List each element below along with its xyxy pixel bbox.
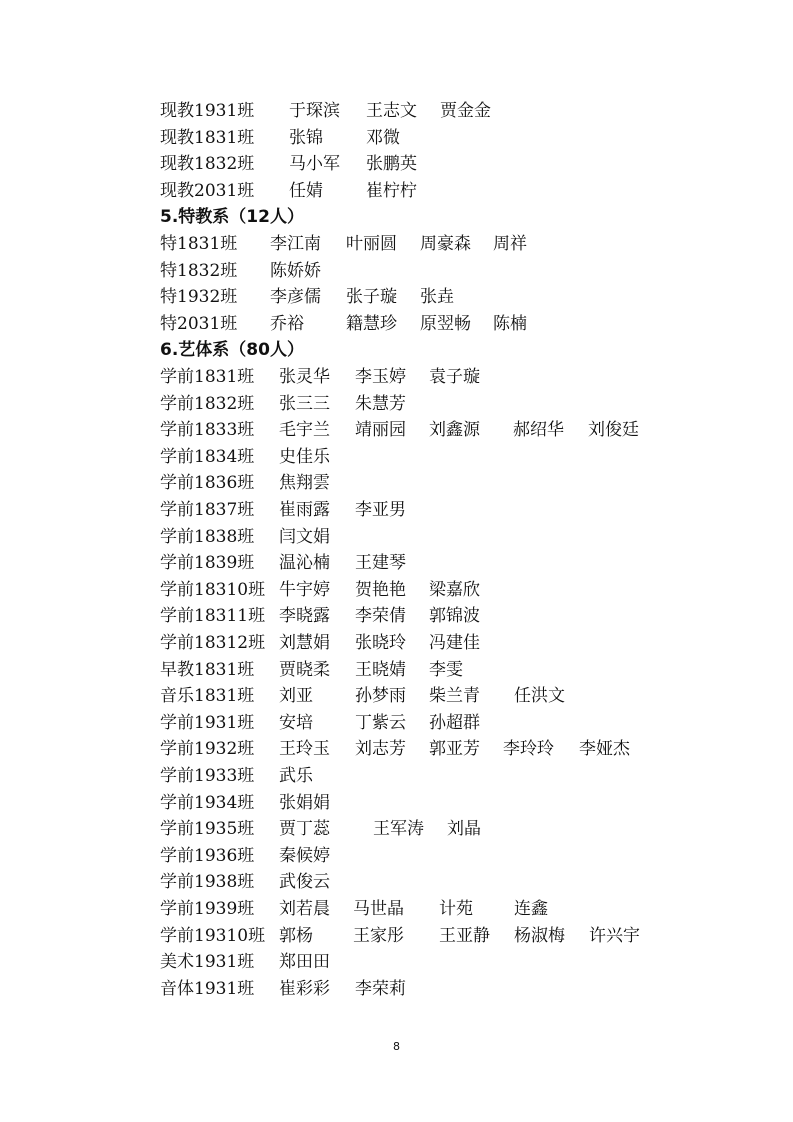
student-name: 安培 — [279, 712, 313, 733]
class-name: 学前1935班 — [160, 819, 255, 840]
class-name: 学前1931班 — [160, 712, 255, 733]
student-name: 李亚男 — [355, 500, 406, 520]
student-name: 李玲玲 — [503, 739, 554, 760]
class-name: 学前19310班 — [160, 925, 266, 946]
student-name: 郭杨 — [279, 925, 313, 946]
student-name: 刘晶 — [447, 819, 481, 840]
student-name: 郭亚芳 — [429, 739, 480, 760]
class-name: 学前1836班 — [160, 473, 255, 494]
student-name: 叶丽圆 — [346, 234, 397, 254]
student-name: 王建琴 — [355, 553, 406, 574]
student-name: 王晓婧 — [355, 659, 406, 680]
student-name: 许兴宇 — [589, 925, 640, 946]
student-name: 武俊云 — [279, 872, 330, 893]
student-name: 靖丽园 — [355, 420, 406, 441]
class-name: 音乐1831班 — [160, 686, 255, 707]
section-heading: 6.艺体系（80人） — [160, 340, 304, 361]
student-name: 计苑 — [439, 899, 473, 919]
student-name: 郝绍华 — [513, 420, 564, 441]
class-name: 学前1831班 — [160, 367, 255, 387]
class-name: 学前18310班 — [160, 579, 266, 600]
student-name: 马小军 — [289, 154, 340, 175]
class-name: 特1932班 — [160, 287, 238, 308]
student-name: 乔裕 — [270, 313, 304, 334]
student-name: 温沁楠 — [279, 553, 330, 574]
student-name: 贺艳艳 — [355, 579, 406, 600]
student-name: 崔彩彩 — [279, 978, 330, 999]
class-name: 音体1931班 — [160, 978, 255, 999]
student-name: 陈娇娇 — [270, 260, 321, 281]
class-name: 学前1933班 — [160, 766, 255, 786]
class-name: 特1832班 — [160, 260, 238, 281]
class-name: 学前1839班 — [160, 553, 255, 574]
student-name: 李雯 — [429, 659, 463, 680]
student-name: 刘慧娟 — [279, 633, 330, 653]
student-name: 张垚 — [420, 287, 454, 308]
class-name: 学前18312班 — [160, 633, 266, 653]
student-name: 刘若晨 — [279, 899, 330, 919]
class-name: 学前1936班 — [160, 845, 255, 866]
student-name: 张鹏英 — [366, 154, 417, 175]
student-name: 王亚静 — [439, 925, 490, 946]
student-name: 王军涛 — [373, 819, 424, 840]
student-name: 王志文 — [366, 101, 417, 121]
student-name: 李彦儒 — [270, 287, 321, 308]
student-name: 李晓露 — [279, 606, 330, 627]
class-name: 学前1833班 — [160, 420, 255, 441]
student-name: 任婧 — [289, 180, 323, 201]
student-name: 秦候婷 — [279, 845, 330, 866]
student-name: 朱慧芳 — [355, 393, 406, 414]
student-name: 李玉婷 — [355, 367, 406, 387]
student-name: 闫文娟 — [279, 526, 330, 547]
student-name: 李荣莉 — [355, 978, 406, 999]
student-name: 周豪森 — [420, 234, 471, 254]
student-name: 柴兰青 — [429, 686, 480, 707]
student-name: 李荣倩 — [355, 606, 406, 627]
student-name: 陈楠 — [493, 313, 527, 334]
student-name: 连鑫 — [514, 899, 548, 919]
class-name: 学前1834班 — [160, 446, 255, 467]
student-name: 任洪文 — [514, 686, 565, 707]
class-name: 现教1931班 — [160, 101, 255, 121]
student-name: 崔雨露 — [279, 500, 330, 520]
student-name: 于琛滨 — [289, 101, 340, 121]
class-name: 现教1832班 — [160, 154, 255, 175]
student-name: 袁子璇 — [429, 367, 480, 387]
student-name: 孙梦雨 — [355, 686, 406, 707]
student-name: 郭锦波 — [429, 606, 480, 627]
class-name: 特2031班 — [160, 313, 238, 334]
student-name: 郑田田 — [279, 952, 330, 973]
student-name: 王家彤 — [353, 925, 404, 946]
section-heading: 5.特教系（12人） — [160, 207, 304, 228]
student-name: 张锦 — [289, 127, 323, 148]
student-name: 刘亚 — [279, 686, 313, 707]
class-name: 学前1932班 — [160, 739, 255, 760]
student-name: 张娟娟 — [279, 792, 330, 813]
student-name: 贾晓柔 — [279, 659, 330, 680]
class-name: 美术1931班 — [160, 952, 255, 973]
student-name: 崔柠柠 — [366, 180, 417, 201]
student-name: 贾金金 — [440, 101, 491, 121]
class-name: 学前1939班 — [160, 899, 255, 919]
student-name: 张灵华 — [279, 367, 330, 387]
class-name: 特1831班 — [160, 234, 238, 254]
class-name: 学前1838班 — [160, 526, 255, 547]
student-name: 焦翔雲 — [279, 473, 330, 494]
class-name: 学前18311班 — [160, 606, 266, 627]
student-name: 邓微 — [366, 127, 400, 148]
student-name: 冯建佳 — [429, 633, 480, 653]
class-name: 学前1837班 — [160, 500, 255, 520]
student-name: 武乐 — [279, 766, 313, 786]
class-name: 学前1832班 — [160, 393, 255, 414]
page-number: 8 — [393, 1040, 400, 1053]
student-name: 李娅杰 — [579, 739, 630, 760]
student-name: 王玲玉 — [279, 739, 330, 760]
student-name: 周祥 — [493, 234, 527, 254]
student-name: 李江南 — [270, 234, 321, 254]
class-name: 早教1831班 — [160, 659, 255, 680]
student-name: 贾丁蕊 — [279, 819, 330, 840]
student-name: 孙超群 — [429, 712, 480, 733]
class-name: 现教2031班 — [160, 180, 255, 201]
class-name: 现教1831班 — [160, 127, 255, 148]
student-name: 刘志芳 — [355, 739, 406, 760]
student-name: 杨淑梅 — [514, 925, 565, 946]
student-name: 马世晶 — [353, 899, 404, 919]
student-name: 籍慧珍 — [346, 313, 397, 334]
student-name: 毛宇兰 — [279, 420, 330, 441]
student-name: 张三三 — [279, 393, 330, 414]
class-name: 学前1938班 — [160, 872, 255, 893]
student-name: 张子璇 — [346, 287, 397, 308]
student-name: 刘鑫源 — [429, 420, 480, 441]
student-name: 牛宇婷 — [279, 579, 330, 600]
student-name: 原翌畅 — [420, 313, 471, 334]
student-name: 史佳乐 — [279, 446, 330, 467]
student-name: 丁紫云 — [355, 712, 406, 733]
student-name: 张晓玲 — [355, 633, 406, 653]
class-name: 学前1934班 — [160, 792, 255, 813]
student-name: 刘俊廷 — [588, 420, 639, 441]
student-name: 梁嘉欣 — [429, 579, 480, 600]
